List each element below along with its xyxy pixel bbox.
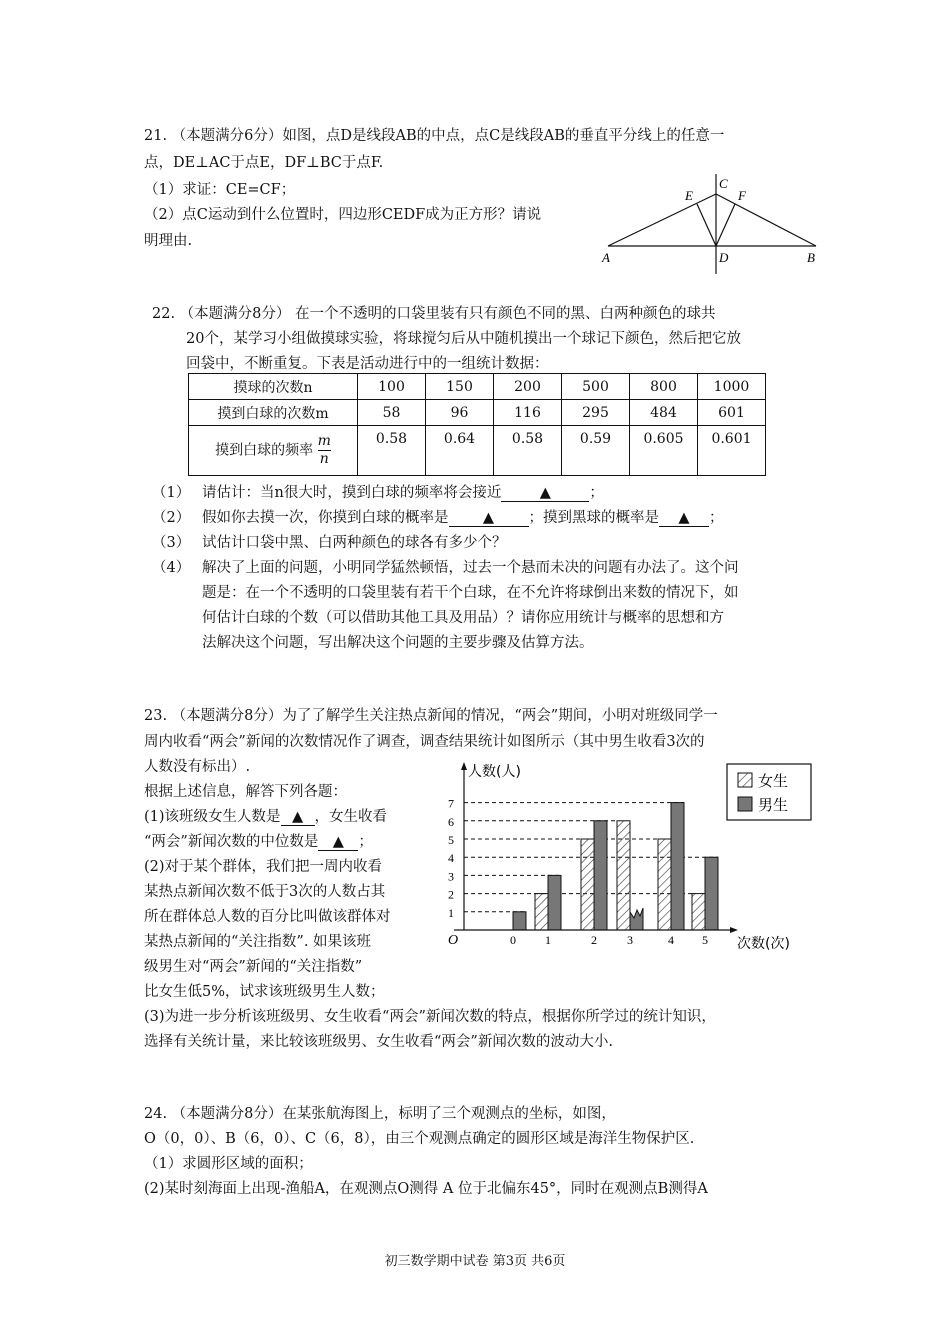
x-tick-label: 2	[591, 933, 597, 947]
bar-male	[548, 875, 561, 930]
row-label: 摸球的次数n	[189, 374, 358, 400]
triangle-marker: ▲	[332, 834, 344, 850]
q23-l12: 比女生低5%，试求该班级男生人数；	[144, 984, 385, 1000]
part-text: 假如你去摸一次，你摸到白球的概率是	[202, 510, 449, 526]
table-cell: 800	[630, 374, 698, 400]
bar-male	[705, 857, 718, 930]
table-cell: 58	[358, 400, 426, 426]
origin-label: O	[448, 933, 459, 948]
q23-line3: 人数没有标出）.	[144, 759, 251, 775]
q24-line4: (2)某时刻海面上出现-渔船A，在观测点O测得 A 位于北偏东45°，同时在观测点B测得A	[144, 1181, 708, 1197]
part-text-wrap	[202, 481, 604, 502]
q24-line3: （1）求圆形区域的面积；	[144, 1156, 313, 1172]
fraction-numerator: m	[317, 433, 331, 449]
table-cell: 0.59	[562, 426, 630, 476]
part-text: ；摸到黑球的概率是	[528, 510, 659, 526]
legend-label-female: 女生	[758, 772, 789, 790]
triangle-marker: ▲	[678, 510, 690, 526]
part-text: 请估计：当n很大时，摸到白球的频率将会接近	[202, 485, 502, 501]
x-tick-label: 0	[510, 933, 516, 947]
y-tick-label: 7	[448, 796, 454, 811]
y-tick-label: 1	[448, 905, 454, 920]
label-b: B	[807, 250, 815, 265]
row-label: 摸到白球的次数m	[189, 400, 358, 426]
part-text-wrap	[202, 506, 724, 527]
segment-bc	[716, 194, 816, 246]
bar-female	[581, 839, 594, 930]
answer-blank[interactable]	[318, 834, 358, 851]
frequency-label: 摸到白球的频率	[215, 442, 314, 459]
part-text: ；	[358, 834, 373, 850]
table-row	[189, 400, 766, 426]
y-tick-label: 3	[448, 869, 454, 884]
part-text: 解决了上面的问题，小明同学猛然顿悟，过去一个悬而未决的问题有办法了。这个问	[202, 560, 739, 576]
x-tick-label: 1	[545, 933, 551, 947]
table-cell: 1000	[698, 374, 766, 400]
answer-blank[interactable]	[501, 485, 589, 502]
q23-l7: (2)对于某个群体，我们把一周内收看	[144, 859, 383, 875]
q22-part2	[152, 506, 724, 527]
q22-part4-l2: 题是：在一个不透明的口袋里装有若干个白球，在不允许将球倒出来数的情况下，如	[202, 585, 739, 601]
x-tick-label: 4	[668, 933, 674, 947]
bar-male	[671, 803, 684, 930]
table-cell: 0.58	[358, 426, 426, 476]
part-number: （3）	[152, 535, 191, 551]
table-cell: 601	[698, 400, 766, 426]
table-cell: 150	[426, 374, 494, 400]
q23-l14: 选择有关统计量，来比较该班级男、女生收看“两会”新闻次数的波动大小.	[144, 1034, 613, 1050]
q22-part4	[152, 556, 739, 577]
label-f: F	[738, 188, 746, 203]
table-cell: 0.64	[426, 426, 494, 476]
label-a: A	[602, 250, 610, 265]
part-end: ；	[589, 485, 604, 501]
bar-female	[658, 839, 671, 930]
answer-blank[interactable]	[659, 510, 709, 527]
y-tick-label: 4	[448, 851, 454, 866]
legend-swatch-female	[738, 773, 752, 787]
segment-ac	[608, 194, 716, 246]
q22-line3: 回袋中，不断重复。下表是活动进行中的一组统计数据：	[186, 356, 549, 372]
label-e: E	[685, 188, 693, 203]
y-tick-label: 6	[448, 814, 454, 829]
q23-l11: 级男生对“两会”新闻的“关注指数”	[144, 959, 363, 975]
label-c: C	[719, 176, 728, 191]
y-axis-label: 人数(人)	[468, 764, 521, 780]
answer-blank[interactable]	[281, 809, 315, 826]
q22-part4-l3: 何估计白球的个数（可以借助其他工具及用品）？请你应用统计与概率的思想和方	[202, 610, 724, 626]
table-cell: 0.605	[630, 426, 698, 476]
bar-chart	[440, 758, 815, 958]
q23-l13: (3)为进一步分析该班级男、女生收看“两会”新闻次数的特点，根据你所学过的统计知识，	[144, 1009, 716, 1025]
part-number: （1）	[152, 485, 191, 501]
q23-line2: 周内收看“两会”新闻的次数情况作了调查，调查结果统计如图所示（其中男生收看3次的	[144, 734, 705, 750]
y-tick-label: 2	[448, 887, 454, 902]
q23-line1: 23. （本题满分8分）为了了解学生关注热点新闻的情况，“两会”期间，小明对班级同学一	[144, 708, 718, 724]
triangle-marker: ▲	[291, 809, 304, 825]
part-end: ；	[709, 510, 724, 526]
q24-line1: 24. （本题满分8分）在某张航海图上，标明了三个观测点的坐标，如图，	[144, 1106, 616, 1122]
part-text: ，女生收看	[314, 809, 388, 825]
x-tick-label: 3	[627, 933, 633, 947]
q21-part2b: 明理由.	[144, 233, 193, 249]
label-d: D	[719, 250, 729, 265]
geometry-figure	[596, 174, 826, 274]
bar-female	[692, 894, 705, 930]
q23-l10: 某热点新闻的“关注指数”. 如果该班	[144, 934, 372, 950]
row-label	[189, 426, 358, 476]
x-axis-arrow	[730, 927, 738, 933]
table-cell: 484	[630, 400, 698, 426]
q23-l8: 某热点新闻次数不低于3次的人数占其	[144, 884, 386, 900]
x-tick-label: 5	[702, 933, 708, 947]
q22-part3	[152, 531, 507, 552]
table-cell: 0.601	[698, 426, 766, 476]
fraction-denominator: n	[319, 451, 329, 467]
table-row	[189, 374, 766, 400]
q21-line1: 21. （本题满分6分）如图，点D是线段AB的中点，点C是线段AB的垂直平分线上的任意一	[144, 128, 725, 144]
table-cell: 200	[494, 374, 562, 400]
fraction-m-over-n	[318, 433, 331, 468]
part-text: 试估计口袋中黑、白两种颜色的球各有多少个？	[202, 535, 507, 551]
triangle-marker: ▲	[539, 485, 551, 501]
stats-table	[188, 373, 766, 476]
q21-part1: （1）求证：CE=CF；	[144, 182, 296, 198]
bar-male	[513, 912, 526, 930]
table-row	[189, 426, 766, 476]
triangle-marker: ▲	[482, 510, 495, 526]
table-cell: 96	[426, 400, 494, 426]
x-axis-label: 次数(次)	[737, 936, 790, 952]
q22-part4-l4: 法解决这个问题，写出解决这个问题的主要步骤及估算方法。	[202, 635, 594, 651]
part-number: （2）	[152, 510, 191, 526]
q22-line1: 22. （本题满分8分） 在一个不透明的口袋里装有只有颜色不同的黑、白两种颜色的球共	[152, 306, 716, 322]
part-text: “两会”新闻次数的中位数是	[144, 834, 319, 850]
legend-swatch-male	[738, 797, 752, 811]
table-cell: 100	[358, 374, 426, 400]
table-cell: 500	[562, 374, 630, 400]
q23-l9: 所在群体总人数的百分比叫做该群体对	[144, 909, 391, 925]
table-cell: 295	[562, 400, 630, 426]
table-cell: 116	[494, 400, 562, 426]
legend-label-male: 男生	[758, 796, 789, 814]
answer-blank[interactable]	[449, 510, 529, 527]
segment-de	[697, 204, 716, 246]
bar-male-torn	[630, 908, 643, 930]
q22-line2: 20个，某学习小组做摸球实验，将球搅匀后从中随机摸出一个球记下颜色，然后把它放	[186, 331, 741, 347]
part-text: (1)该班级女生人数是	[144, 809, 281, 825]
q21-line2: 点，DE⊥AC于点E，DF⊥BC于点F.	[144, 155, 384, 171]
q24-line2: O（0，0）、B（6，0）、C（6，8），由三个观测点确定的圆形区域是海洋生物保护区.	[144, 1131, 695, 1147]
bar-male	[594, 821, 607, 930]
q22-part1	[152, 481, 604, 502]
table-cell: 0.58	[494, 426, 562, 476]
q23-l5	[144, 805, 387, 826]
y-axis-arrow	[461, 762, 467, 770]
q23-l4: 根据上述信息，解答下列各题：	[144, 784, 347, 800]
q21-part2a: （2）点C运动到什么位置时，四边形CEDF成为正方形？请说	[144, 207, 542, 223]
y-tick-label: 5	[448, 833, 454, 847]
page-footer: 初三数学期中试卷 第3页 共6页	[384, 1254, 566, 1269]
segment-df	[716, 204, 735, 246]
q23-l6	[144, 830, 373, 851]
legend	[727, 764, 811, 820]
part-number: （4）	[152, 560, 191, 576]
bar-female	[617, 821, 630, 930]
bar-female	[535, 894, 548, 930]
